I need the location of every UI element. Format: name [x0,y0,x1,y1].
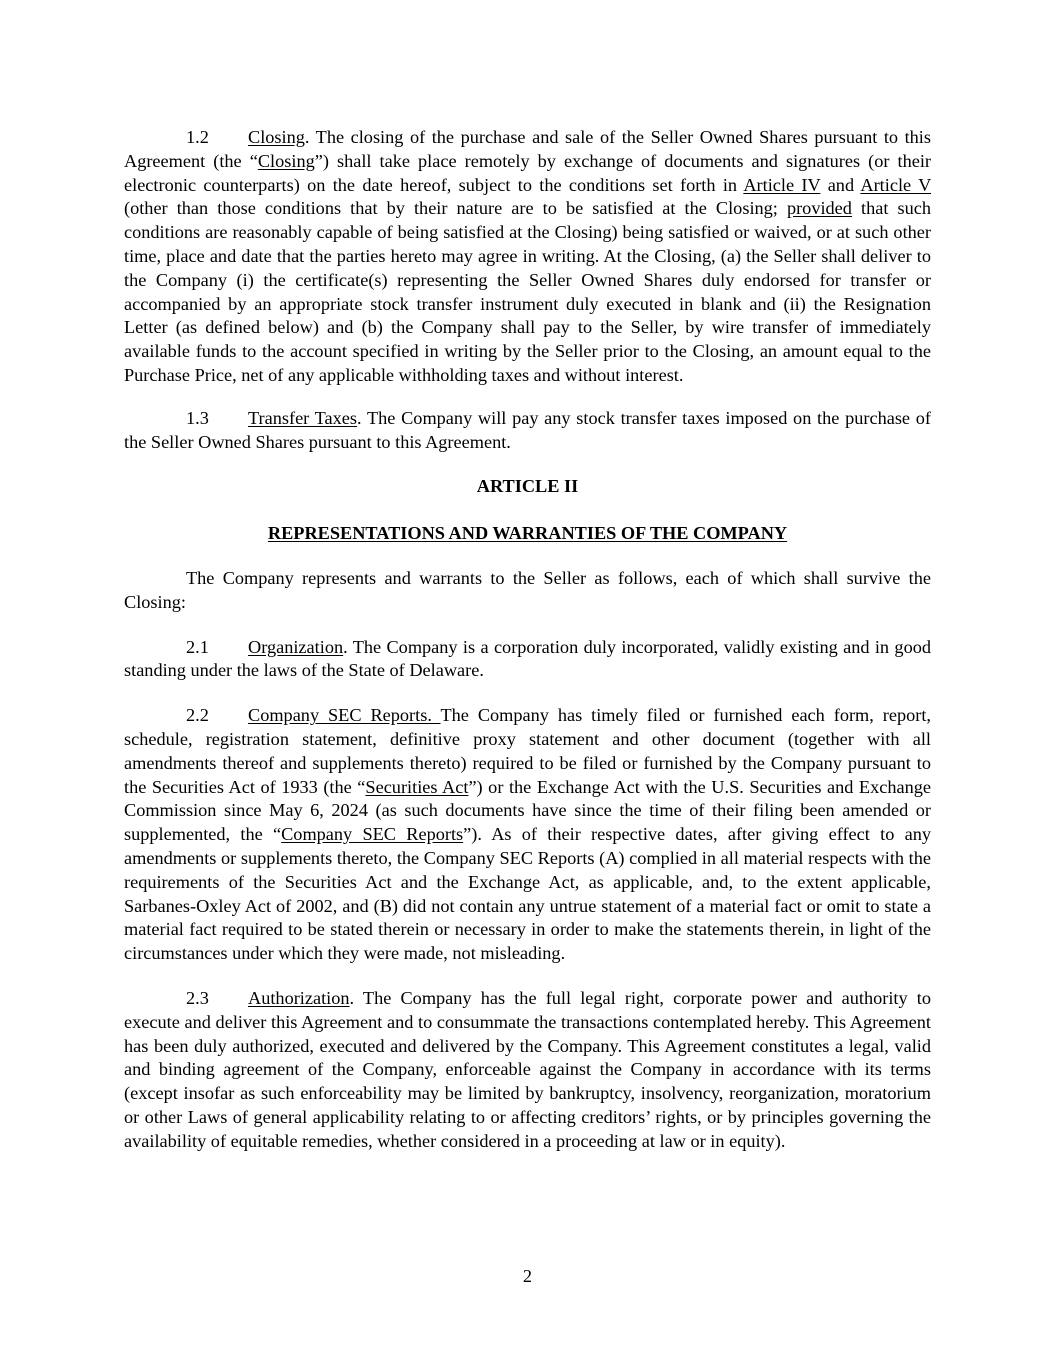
defined-term-closing: Closing [257,150,315,171]
section-1-2: 1.2 Closing. The closing of the purchase and sale of the Seller Owned Shares pursuant to this Agreement (the “Closing”) shall take place remotely by exchange of documents and signatures (or their electronic counterparts) on the date hereof, subject to the conditions set forth in Article IV and Article V (other than those conditions that by their nature are to be satisfied at the Closing; provided that such conditions are reasonably capable of being satisfied at the Closing) being satisfied or waived, or at such other time, place and date that the parties hereto may agree in writing. At the Closing, (a) the Seller shall deliver to the Company (i) the certificate(s) representing the Seller Owned Shares duly endorsed for transfer or accompanied by an appropriate stock transfer instrument duly executed in blank and (ii) the Resignation Letter (as defined below) and (b) the Company shall pay to the Seller, by wire transfer of immediately available funds to the account specified in writing by the Seller prior to the Closing, an amount equal to the Purchase Price, net of any applicable withholding taxes and without interest. [124,127,932,385]
article-iv-reference: Article IV [743,174,821,195]
section-number: 2.3 [186,987,209,1008]
section-number: 2.1 [186,636,209,657]
document-page [124,124,931,1153]
section-title: Organization [248,636,344,657]
section-2-3: 2.3 Authorization. The Company has the full legal right, corporate power and authority to execute and deliver this Agreement and to consummate the transactions contemplated hereby. This Agreement has been duly authorized, executed and delivered by the Company. This Agreement constitutes a legal, valid and binding agreement of the Company, enforceable against the Company in accordance with its terms (except insofar as such enforceability may be limited by bankruptcy, insolvency, reorganization, moratorium or other Laws of general applicability relating to or affecting creditors’ rights, or by principles governing the availability of equitable remedies, whether considered in a proceeding at law or in equity). [124,987,931,1151]
defined-term-company-sec-reports: Company SEC Reports [281,824,464,845]
article-v-reference: Article V [860,174,931,195]
article-intro: The Company represents and warrants to the Seller as follows, each of which shall survive the Closing: [124,567,931,612]
article-title: REPRESENTATIONS AND WARRANTIES OF THE COMPANY [267,523,788,544]
section-number: 1.3 [186,407,209,428]
section-title: Company SEC Reports. [248,705,441,726]
section-title: Transfer Taxes [248,407,358,428]
defined-term-securities-act: Securities Act [365,776,469,797]
section-number: 2.2 [186,705,209,726]
section-1-3: 1.3 Transfer Taxes. The Company will pay any stock transfer taxes imposed on the purchase of the Seller Owned Shares pursuant to this Agreement. [124,407,931,452]
section-number: 1.2 [186,127,209,147]
provided-term: provided [786,198,852,219]
section-title: Closing [248,127,305,147]
article-label: ARTICLE II [476,476,579,497]
section-2-2: 2.2 Company SEC Reports. The Company has timely filed or furnished each form, report, schedule, registration statement, definitive proxy statement and other document (together with all amendments thereof and supplements thereto) required to be filed or furnished by the Company pursuant to the Securities Act of 1933 (the “Securities Act”) or the Exchange Act with the U.S. Securities and Exchange Commission since May 6, 2024 (as such documents have since the time of their filing been amended or supplemented, the “Company SEC Reports”). As of their respective dates, after giving effect to any amendments or supplements thereto, the Company SEC Reports (A) complied in all material respects with the requirements of the Securities Act and the Exchange Act, as applicable, and, to the extent applicable, Sarbanes-Oxley Act of 2002, and (B) did not contain any untrue statement of a material fact or omit to state a material fact required to be stated therein or necessary in order to make the statements therein, in light of the circumstances under which they were made, not misleading. [124,705,932,964]
section-2-1: 2.1 Organization. The Company is a corporation duly incorporated, validly existing and in good standing under the laws of the State of Delaware. [124,636,931,681]
page-number: 2 [522,1266,533,1286]
section-title: Authorization [248,987,350,1008]
